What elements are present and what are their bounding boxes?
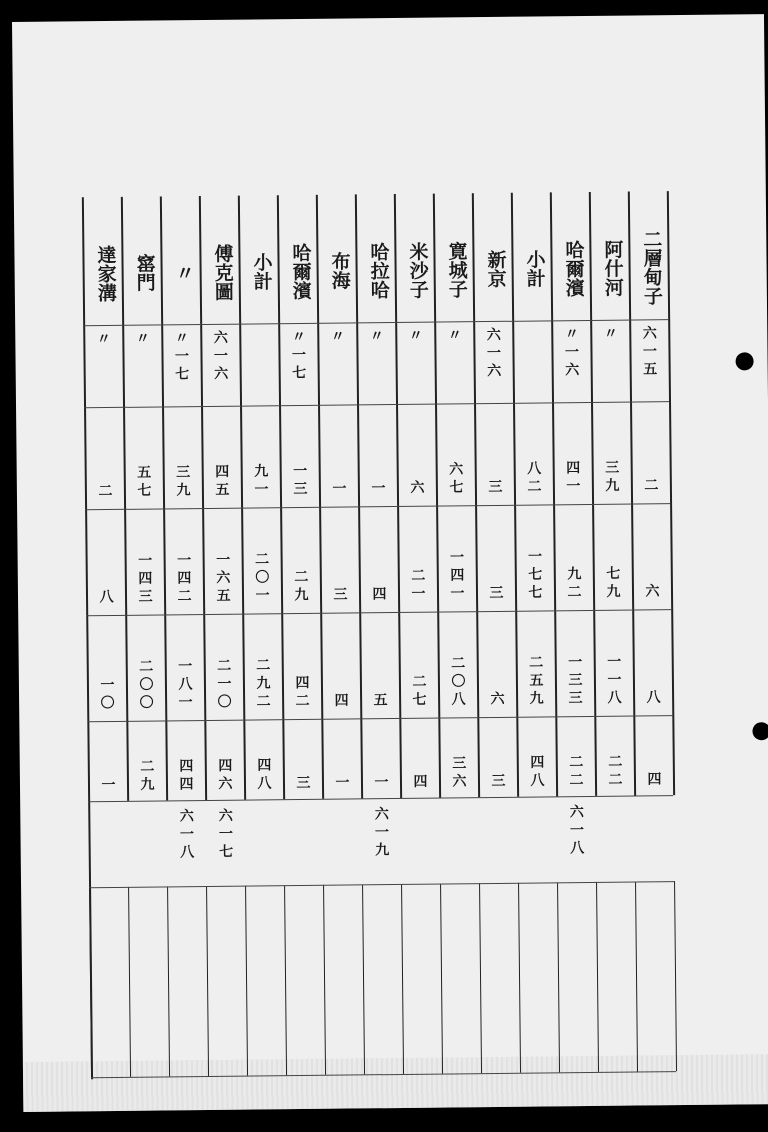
table-cell: 六七 [447,461,464,498]
table-cell: 一六五 [214,551,231,606]
column-rule-lower [479,883,482,1073]
table-cell: 一四二 [175,552,192,607]
table-cell: 二二 [567,754,584,791]
table-cell: 一七七 [526,548,543,603]
table-cell [322,800,362,880]
table-cell: 二一〇 [215,657,232,712]
table-cell: 三九 [603,459,620,496]
data-table [82,191,676,1079]
table-cell: 〃 [328,328,345,347]
table-cell: 〃 [367,328,384,347]
header-cell: 布海 [328,251,351,290]
table-cell: 〃 [406,327,423,346]
table-cell: 二一 [409,567,426,604]
table-cell: 三 [486,478,503,498]
header-cell: 哈爾濱 [562,239,585,297]
column-rule-lower [596,882,599,1072]
table-cell: 四二 [293,674,310,712]
table-cell: 四五 [213,463,230,500]
table-cell [283,801,323,881]
column-rule-lower [128,887,131,1077]
column-rule-lower [557,882,560,1072]
column-rule-lower [635,882,638,1072]
table-cell: 三 [294,774,311,794]
table-cell: 一 [333,774,350,793]
table-cell: 一八一 [176,658,193,713]
table-cell: 〃 [445,327,462,346]
table-cell: 六一六 [484,326,502,382]
table-cell: 二九 [292,568,309,606]
table-cell: 一四三 [136,552,153,607]
table-cell: 四四 [177,758,194,795]
table-cell: 〃一七 [172,330,190,385]
table-cell: 三 [489,772,506,792]
column-rule-lower [518,883,521,1073]
column-rule-lower [167,886,170,1076]
header-cell: 米沙子 [406,241,429,299]
table-cell: 四六 [216,757,233,794]
table-cell: 三六 [450,755,467,792]
table-cell: 六一八 [567,804,585,859]
column-rule-lower [440,884,443,1074]
table-cell: 〃 [94,330,111,350]
table-cell: 八 [644,689,661,708]
table-cell [127,802,167,882]
table-cell: 四 [645,771,662,790]
table-cell [595,798,635,878]
table-cell [244,801,284,881]
header-cell: 寛城子 [445,240,468,298]
table-cell: 四 [411,773,428,792]
table-cell [634,797,674,877]
table-cell: 二九二 [254,657,271,712]
column-rule-lower [401,884,404,1074]
table-cell [512,320,552,400]
column-rule-lower [674,881,677,1071]
binding-hole [752,722,768,740]
table-cell: 一 [369,480,386,499]
table-cell: 六一五 [640,325,658,380]
table-cell: 六 [643,583,660,602]
table-cell: 六 [408,479,425,498]
table-cell: 二 [96,482,113,502]
table-cell: 五 [371,692,388,711]
table-cell [239,323,279,403]
table-cell: 四 [370,586,387,605]
column-rule-lower [362,884,365,1074]
table-cell: 六 [488,690,505,710]
header-cell: 阿什河 [601,239,624,297]
table-cell: 一 [330,480,347,499]
header-cell: 窰門 [133,253,156,292]
table-cell [439,799,479,879]
header-cell: 哈爾濱 [289,242,312,300]
table-cell: 一 [372,774,389,793]
column-rule-lower [284,885,287,1075]
table-cell: 六一八 [177,808,195,863]
table-cell [88,803,128,883]
table-cell: 二〇八 [449,655,466,710]
table-header-row [82,191,667,306]
table-cell: 八 [97,588,114,608]
table-cell: 九一 [252,463,269,500]
column-rule-lower [245,886,248,1076]
table-cell: 三九 [174,464,191,501]
table-cell: 二 [642,477,659,496]
table-cell: 六一六 [211,329,229,384]
table-cell: 一一八 [605,653,622,708]
table-cell: 二五九 [527,654,544,709]
header-cell: 傅克圖 [211,243,234,301]
table-cell: 三 [487,584,504,604]
table-cell: 七九 [604,565,621,602]
table-cell: 二九 [138,758,155,795]
table-cell: 四 [332,692,349,711]
table-cell: 一四一 [448,549,465,604]
table-cell: 八二 [525,460,542,497]
table-cell: 一三 [291,462,308,500]
scanned-page [12,14,768,1112]
table-cell: 四八 [255,757,272,794]
table-cell: 九二 [565,566,582,603]
column-rule-lower [323,885,326,1075]
table-cell: 〃 [133,330,150,349]
table-cell: 四八 [528,754,545,791]
table-cell: 一三三 [566,654,583,709]
table-cell: 六一九 [372,806,390,861]
table-cell: 〃一六 [562,326,580,381]
table-cell: 二七 [410,673,427,710]
header-cell: 〃 [172,262,195,282]
binding-hole [736,352,754,370]
table-cell: 二二 [606,753,623,790]
header-cell: 小計 [250,252,273,291]
table-cell: 五七 [135,464,152,501]
table-cell: 〃 [601,325,618,344]
column-rule-lower [206,886,209,1076]
table-cell: 〃一七 [289,328,307,384]
header-cell: 小計 [523,249,546,288]
table-cell: 三 [331,586,348,605]
table-cell: 二〇〇 [137,658,154,713]
table-cell [400,800,440,880]
table-cell: 四一 [564,460,581,497]
header-cell: 哈拉哈 [367,241,390,299]
header-cell: 新京 [484,249,507,289]
table-cell: 一 [99,776,116,796]
table-cell: 六一七 [216,807,234,862]
header-cell: 二層甸子 [640,229,664,306]
table-cell: 二〇一 [253,551,270,606]
table-cell: 一〇 [98,676,115,714]
table-cell [517,798,557,878]
header-cell: 達家溝 [94,244,117,302]
table-cell [478,799,518,879]
